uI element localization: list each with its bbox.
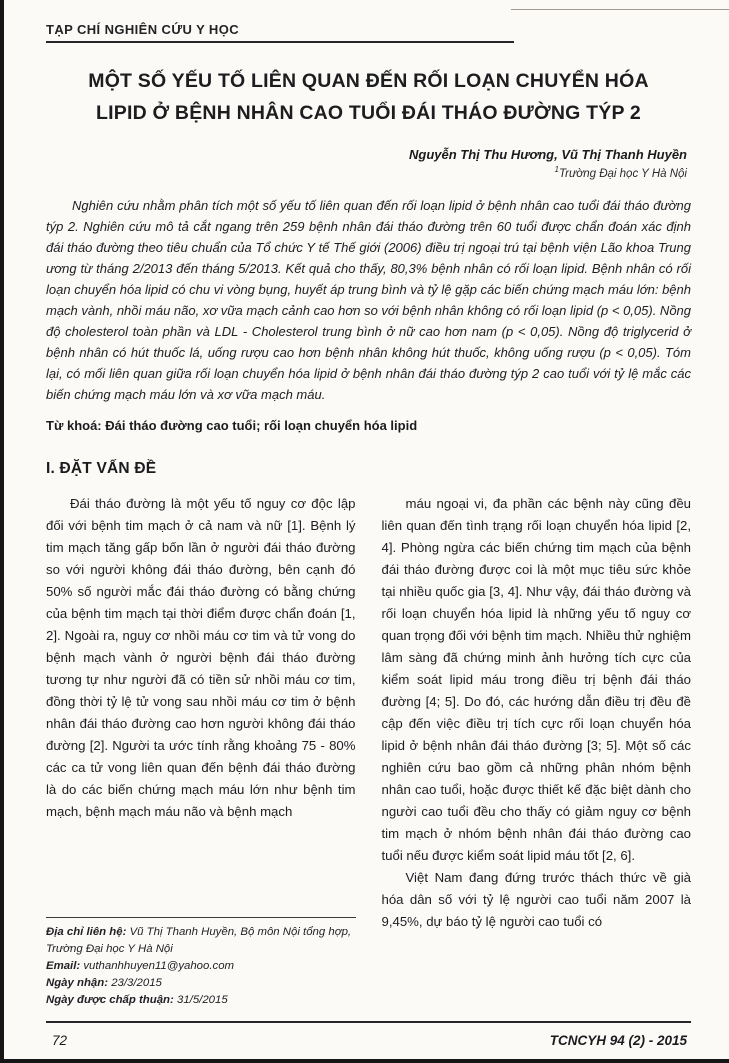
journal-reference: TCNCYH 94 (2) - 2015 [549,1033,687,1048]
footnote-block [46,917,356,1011]
scan-edge-bottom [0,1059,729,1063]
footnote-accepted-date: 31/5/2015 [176,994,228,1006]
footnote-received-label: Ngày nhận: [46,977,109,989]
footnote-contact-line [46,924,356,958]
journal-header [46,22,691,43]
title-line-1: MỘT SỐ YẾU TỐ LIÊN QUAN ĐẾN RỐI LOẠN CHUYỂN HÓA [88,70,649,92]
footnote-email-line [46,958,356,975]
article-affiliation [46,165,691,180]
keywords-label: Từ khoá: [46,417,102,433]
page-footer [46,1021,691,1063]
column-right [382,493,692,1011]
footnote-received-line [46,975,356,992]
column-left [46,493,356,1011]
footnote-received-date: 23/3/2015 [111,977,162,989]
abstract-paragraph: Nghiên cứu nhằm phân tích một số yếu tố liên quan đến rối loạn lipid ở bệnh nhân cao tuổi đái tháo đường týp 2. Nghiên cứu mô tả cắt ngang trên 259 bệnh nhân đái tháo đường trên 60 tuổi được chẩn đoán xác định đái tháo đường theo tiêu chuẩn của Tổ chức Y tế Thế giới (2006) điều trị ngoại trú tại bệnh viện Lão khoa Trung ương từ tháng 2/2013 đến tháng 5/2013. Kết quả cho thấy, 80,3% bệnh nhân có rối loạn lipid. Bệnh nhân có rối loạn chuyển hóa lipid có chu vi vòng bụng, huyết áp trung bình và tỷ lệ gặp các biến chứng mạch máu lớn: bệnh mạch vành, nhồi máu não, xơ vữa mạch cảnh cao hơn so với bệnh nhân không có rối loạn lipid (p < 0,05). Nồng độ cholesterol toàn phần và LDL - Cholesterol trung bình ở nữ cao hơn nam (p < 0,05). Nồng độ triglycerid ở bệnh nhân có hút thuốc lá, uống rượu cao hơn bệnh nhân không hút thuốc, không uống rượu (p < 0,05). Tóm lại, có mối liên quan giữa rối loạn chuyển hóa lipid ở bệnh nhân đái tháo đường týp 2 cao tuổi với tỷ lệ mắc các biến chứng mạch máu lớn và xơ vữa mạch máu. [46,197,692,402]
body-paragraph-right-2: Việt Nam đang đứng trước thách thức về già hóa dân số với tỷ lệ người cao tuổi năm 2007 là 9,45%, dự báo tỷ lệ người cao tuổi có [381,869,691,929]
footnote-email-label: Email: [46,960,81,972]
keywords-text: Đái tháo đường cao tuổi; rối loạn chuyển hóa lipid [105,417,418,433]
scan-edge-left [0,0,4,1063]
journal-name: TẠP CHÍ NGHIÊN CỨU Y HỌC [46,22,240,37]
body-paragraph-right-1: máu ngoại vi, đa phần các bệnh này cũng đều liên quan đến tình trạng rối loạn chuyển hóa lipid [2, 4]. Phòng ngừa các biến chứng tim mạch của bệnh đái tháo đường được coi là một mục tiêu sức khỏe tại nhiều quốc gia [3, 4]. Như vậy, đái tháo đường và rối loạn chuyển hóa lipid là những yếu tố nguy cơ quan trọng đối với bệnh tim mạch. Nhiều thử nghiệm lâm sàng đã chứng minh ảnh hưởng tích cực của kiểm soát lipid máu trong điều trị bệnh đái tháo đường [4; 5]. Do đó, các hướng dẫn điều trị đều đề cập đến việc điều trị tích cực rối loạn chuyển hóa lipid ở bệnh nhân đái tháo đường [3; 5]. Một số các nghiên cứu bao gồm cả những phân nhóm bệnh nhân cao tuổi, hoặc được thiết kế đặc biệt dành cho người cao tuổi đều cho thấy có giảm nguy cơ bệnh tim mạch ở nhóm bệnh nhân đái tháo đường cao tuổi nếu được kiểm soát lipid máu tốt [2, 6]. [381,495,691,863]
footnote-contact-label: Địa chỉ liên hệ: [46,926,127,938]
section-heading-dat-van-de: I. ĐẶT VẤN ĐỀ [46,459,157,477]
scan-line-top [511,9,729,10]
article-authors: Nguyễn Thị Thu Hương, Vũ Thị Thanh Huyền [409,147,687,162]
footnote-contact-text: Vũ Thị Thanh Huyền, Bộ môn Nội tổng hợp, Trường Đại học Y Hà Nội [46,926,352,955]
affiliation-superscript: 1 [554,165,559,174]
keywords-line [46,418,691,433]
title-line-2: LIPID Ở BỆNH NHÂN CAO TUỔI ĐÁI THÁO ĐƯỜNG TÝP 2 [96,102,641,124]
footnote-accepted-line [46,992,356,1009]
footnote-rule [46,917,356,918]
article-title [46,65,691,129]
header-rule [46,41,514,43]
footnote-email-text: vuthanhhuyen11@yahoo.com [83,960,235,972]
page-number: 72 [52,1033,68,1048]
footnote-accepted-label: Ngày được chấp thuận: [46,994,174,1006]
affiliation-text: Trường Đại học Y Hà Nội [558,167,687,180]
body-columns [46,493,691,1011]
body-paragraph-left: Đái tháo đường là một yếu tố nguy cơ độc lập đối với bệnh tim mạch ở cả nam và nữ [1]. Bệnh lý tim mạch tăng gấp bốn lần ở người đái tháo đường so với người không đái tháo đường, bên cạnh đó 50% số người mắc đái tháo đường có bằng chứng của bệnh tim mạch tại thời điểm được chẩn đoán [1, 2]. Ngoài ra, nguy cơ nhồi máu cơ tim và tử vong do bệnh mạch vành ở người bệnh đái tháo đường tương tự như người đã có tiền sử nhồi máu cơ tim, đồng thời tỷ lệ tử vong sau nhồi máu cơ tim ở bệnh nhân đái tháo đường cao hơn người không đái tháo đường [2]. Người ta ước tính rằng khoảng 75 - 80% các ca tử vong liên quan đến bệnh đái tháo đường là do các biến chứng mạch máu lớn như bệnh tim mạch, bệnh mạch máu não và bệnh mạch [46,495,356,819]
